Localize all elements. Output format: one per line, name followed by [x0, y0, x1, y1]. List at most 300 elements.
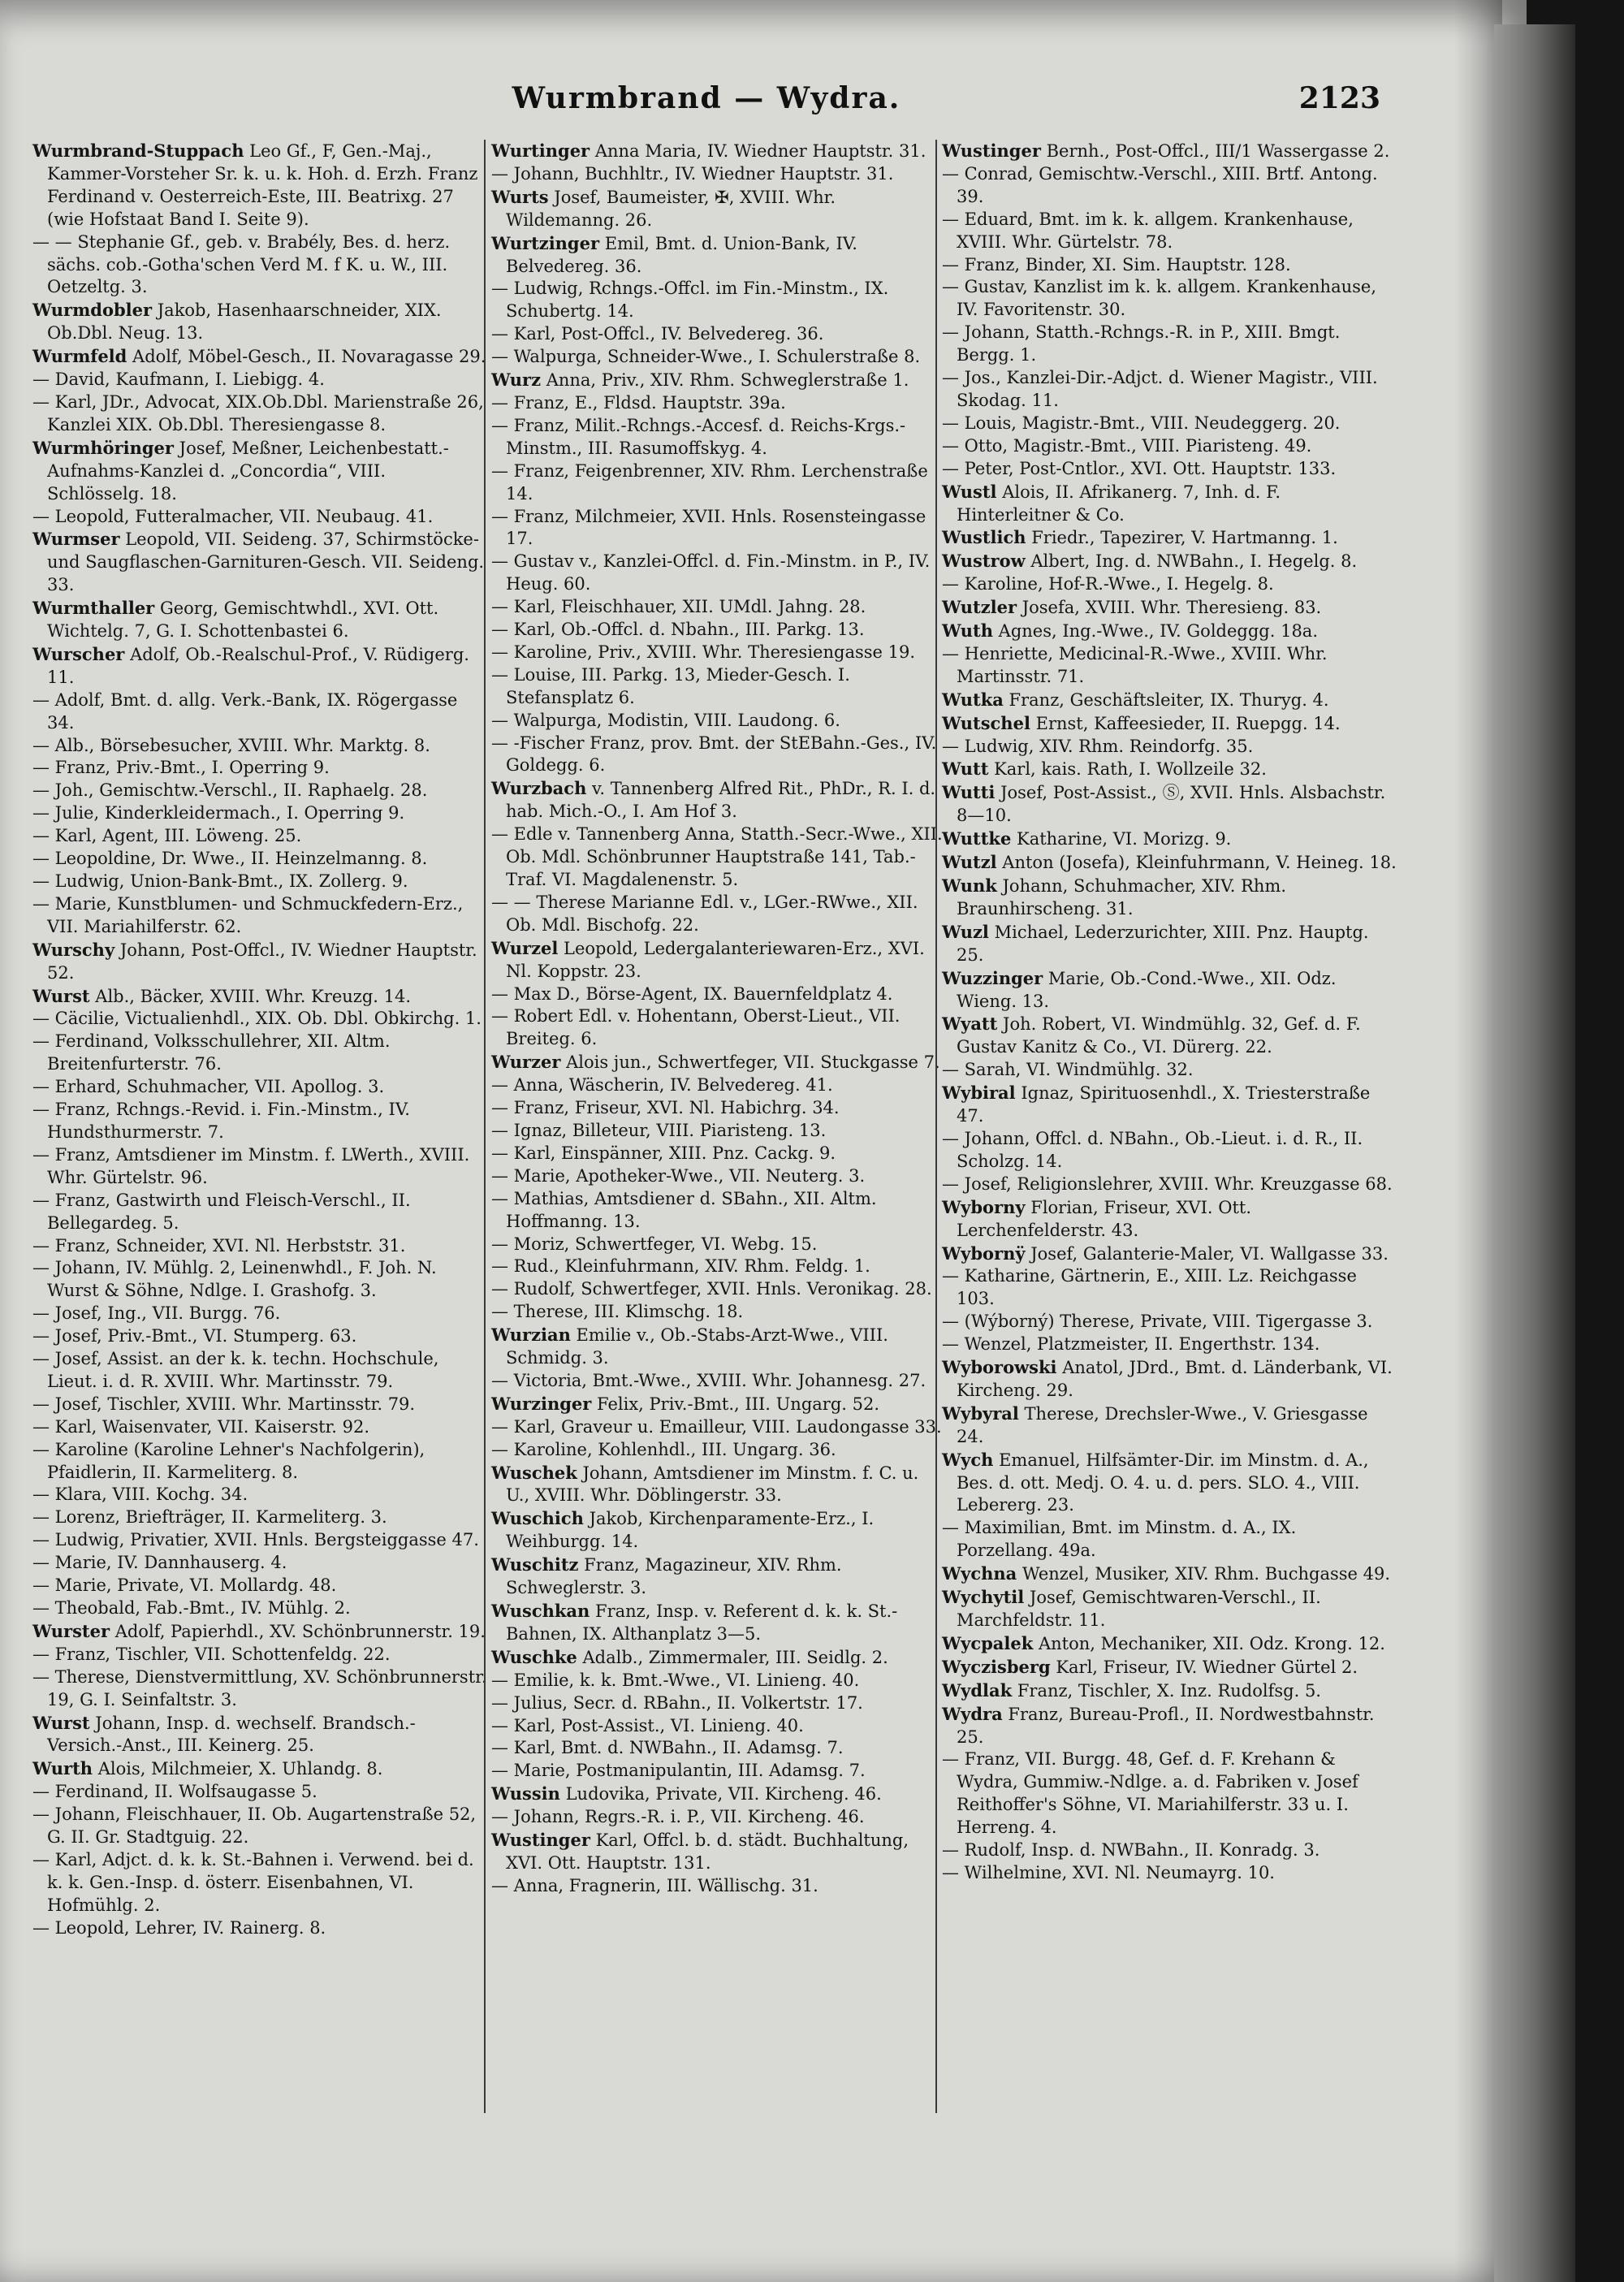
entry-details: — Emilie, k. k. Bmt.-Wwe., VI. Linieng. 40.	[491, 1670, 860, 1690]
entry-details: — Maximilian, Bmt. im Minstm. d. A., IX. Porzellang. 49a.	[942, 1518, 1297, 1561]
entry-details: — Wenzel, Platzmeister, II. Engerthstr. 134.	[942, 1334, 1320, 1355]
entry-details: Therese, Drechsler-Wwe., V. Griesgasse 24.	[957, 1403, 1368, 1446]
directory-entry	[942, 140, 1397, 163]
entry-details: — Josef, Assist. an der k. k. techn. Hochschule, Lieut. i. d. R. XVIII. Whr. Martinsstr. 79.	[32, 1349, 439, 1391]
entry-surname: Wybornÿ	[942, 1243, 1026, 1264]
entry-details: — Jos., Kanzlei-Dir.-Adjct. d. Wiener Magistr., VIII. Skodag. 11.	[942, 368, 1378, 410]
directory-entry	[491, 1324, 946, 1370]
directory-entry	[942, 1656, 1397, 1679]
directory-entry	[942, 435, 1397, 458]
directory-entry	[491, 1256, 946, 1278]
entry-surname: Wychytil	[942, 1587, 1025, 1608]
entry-details: — Klara, VIII. Kochg. 34.	[32, 1485, 248, 1505]
directory-entry	[491, 823, 946, 892]
directory-entry	[32, 1849, 487, 1917]
entry-surname: Wyczisberg	[942, 1656, 1051, 1677]
entry-details: — Franz, Milchmeier, XVII. Hnls. Rosensteingasse 17.	[491, 506, 926, 549]
entry-details: Marie, Ob.-Cond.-Wwe., XII. Odz. Wieng. 13.	[957, 968, 1337, 1011]
directory-entry	[491, 278, 946, 323]
directory-entry	[942, 1333, 1397, 1356]
directory-entry	[32, 391, 487, 437]
directory-entry	[491, 1439, 946, 1462]
entry-surname: Wuschek	[491, 1462, 577, 1483]
entry-details: — Karl, JDr., Advocat, XIX.Ob.Dbl. Marienstraße 26, Kanzlei XIX. Ob.Dbl. Theresiengasse 8.	[32, 391, 484, 434]
entry-details: Johann, Insp. d. wechself. Brandsch.-Versich.-Anst., III. Keinerg. 25.	[47, 1713, 416, 1756]
entry-details: Johann, Post-Offcl., IV. Wiedner Hauptstr. 52.	[47, 940, 477, 983]
directory-entry	[491, 937, 946, 983]
entry-details: — Johann, Statth.-Rchngs.-R. in P., XIII. Bmgt. Bergg. 1.	[942, 322, 1341, 365]
directory-entry	[942, 1243, 1397, 1266]
entry-details: — Katharine, Gärtnerin, E., XIII. Lz. Reichgasse 103.	[942, 1266, 1357, 1309]
entry-details: Katharine, VI. Morizg. 9.	[1017, 829, 1232, 849]
directory-entry	[491, 596, 946, 619]
entry-surname: Wutschel	[942, 712, 1030, 733]
entry-details: — Karl, Post-Offcl., IV. Belvedereg. 36.	[491, 324, 824, 344]
entry-details: — Karl, Graveur u. Emailleur, VIII. Laudongasse 33.	[491, 1416, 942, 1437]
entry-details: Alois, Milchmeier, X. Uhlandg. 8.	[97, 1759, 383, 1779]
entry-details: — Karoline, Hof-R.-Wwe., I. Hegelg. 8.	[942, 574, 1274, 594]
entry-details: Franz, Magazineur, XIV. Rhm. Schweglerstr. 3.	[506, 1555, 842, 1598]
entry-details: — Franz, Amtsdiener im Minstm. f. LWerth., XVIII. Whr. Gürtelstr. 96.	[32, 1144, 470, 1187]
directory-entry	[491, 346, 946, 369]
directory-entry	[942, 736, 1397, 759]
entry-details: — Marie, Postmanipulantin, III. Adamsg. 7.	[491, 1761, 866, 1781]
entry-surname: Wuzzinger	[942, 967, 1043, 988]
entry-surname: Wuschich	[491, 1508, 584, 1529]
directory-entry	[491, 733, 946, 778]
directory-entry	[942, 1356, 1397, 1402]
directory-entry	[942, 163, 1397, 209]
entry-details: Karl, kais. Rath, I. Wollzeile 32.	[994, 759, 1267, 780]
directory-entry	[32, 1099, 487, 1144]
entry-details: — Leopold, Futteralmacher, VII. Neubaug. 41.	[32, 506, 434, 526]
entry-details: Leopold, VII. Seideng. 37, Schirmstöcke- und Saugflaschen-Garnituren-Gesch. VII. Seideng. 33.	[47, 529, 485, 595]
entry-surname: Wurth	[32, 1758, 93, 1779]
directory-entry	[942, 550, 1397, 573]
entry-details: — Max D., Börse-Agent, IX. Bauernfeldplatz 4.	[491, 983, 893, 1004]
directory-entry	[32, 1416, 487, 1439]
directory-entry	[32, 1348, 487, 1394]
entry-surname: Wutzler	[942, 597, 1017, 618]
entry-details: Emilie v., Ob.-Stabs-Arzt-Wwe., VIII. Schmidg. 3.	[506, 1325, 888, 1368]
directory-entry	[32, 1303, 487, 1325]
entry-details: Georg, Gemischtwhdl., XVI. Ott. Wichtelg. 7, G. I. Schottenbastei 6.	[47, 599, 439, 642]
entry-surname: Wydra	[942, 1703, 1003, 1724]
entry-details: Johann, Amtsdiener im Minstm. f. C. u. U., XVIII. Whr. Döblingerstr. 33.	[506, 1463, 919, 1506]
directory-entry	[491, 1370, 946, 1393]
entry-details: Johann, Schuhmacher, XIV. Rhm. Braunhirscheng. 31.	[957, 876, 1286, 918]
directory-entry	[32, 802, 487, 825]
entry-details: — Karoline (Karoline Lehner's Nachfolgerin), Pfaidlerin, II. Karmeliterg. 8.	[32, 1439, 425, 1482]
directory-entry	[942, 458, 1397, 481]
directory-entry	[32, 689, 487, 735]
entry-surname: Wurst	[32, 1712, 90, 1733]
entry-details: Bernh., Post-Offcl., III/1 Wassergasse 2.	[1046, 141, 1390, 161]
directory-entry	[942, 828, 1397, 851]
entry-details: — Otto, Magistr.-Bmt., VIII. Piaristeng. 49.	[942, 435, 1312, 456]
entry-surname: Wustinger	[491, 1830, 590, 1851]
directory-entry	[942, 1402, 1397, 1449]
entry-details: — Henriette, Medicinal-R.-Wwe., XVIII. Whr. Martinsstr. 71.	[942, 643, 1328, 686]
entry-details: Felix, Priv.-Bmt., III. Ungarg. 52.	[597, 1394, 880, 1414]
entry-details: — Karl, Agent, III. Löweng. 25.	[32, 826, 302, 846]
entry-surname: Wydlak	[942, 1679, 1013, 1701]
directory-entry	[942, 1586, 1397, 1632]
directory-entry	[942, 758, 1397, 781]
entry-surname: Wurmthaller	[32, 598, 155, 619]
entry-details: — Moriz, Schwertfeger, VI. Webg. 15.	[491, 1234, 818, 1254]
directory-entry	[942, 851, 1397, 875]
entry-details: — Franz, Priv.-Bmt., I. Operring 9.	[32, 758, 330, 778]
directory-entry	[491, 1507, 946, 1554]
entry-surname: Wuzl	[942, 921, 989, 942]
directory-entry	[32, 1008, 487, 1031]
directory-entry	[942, 209, 1397, 254]
directory-entry	[32, 871, 487, 893]
entry-details: — Josef, Religionslehrer, XVIII. Whr. Kreuzgasse 68.	[942, 1173, 1393, 1194]
directory-entry	[942, 1562, 1397, 1586]
directory-entry	[942, 1173, 1397, 1196]
entry-details: — (Wýborný) Therese, Private, VIII. Tigergasse 3.	[942, 1312, 1373, 1332]
entry-surname: Wutzl	[942, 852, 997, 873]
directory-entry	[491, 642, 946, 664]
entry-details: — Marie, Apotheker-Wwe., VII. Neuterg. 3.	[491, 1165, 866, 1186]
directory-entry	[942, 921, 1397, 967]
entry-details: — Josef, Tischler, XVIII. Whr. Martinsstr. 79.	[32, 1394, 416, 1414]
directory-entry	[942, 967, 1397, 1014]
directory-entry	[32, 140, 487, 231]
entry-details: Franz, Geschäftsleiter, IX. Thuryg. 4.	[1009, 689, 1329, 710]
entry-details: Josef, Meßner, Leichenbestatt.-Aufnahms-Kanzlei d. „Concordia“, VIII. Schlösselg. 18.	[47, 438, 449, 504]
directory-entry	[491, 415, 946, 460]
entry-details: — Johann, Fleischhauer, II. Ob. Augartenstraße 52, G. II. Gr. Stadtguig. 22.	[32, 1804, 477, 1848]
directory-entry	[491, 1737, 946, 1760]
directory-entry	[491, 892, 946, 937]
directory-entry	[32, 757, 487, 780]
directory-entry	[491, 1051, 946, 1074]
entry-details: — Johann, Buchhltr., IV. Wiedner Hauptstr. 31.	[491, 163, 894, 184]
entry-details: — Karoline, Priv., XVIII. Whr. Theresiengasse 19.	[491, 642, 916, 662]
directory-entry	[32, 1257, 487, 1303]
directory-entry	[32, 299, 487, 345]
entry-details: — Sarah, VI. Windmühlg. 32.	[942, 1060, 1194, 1080]
entry-details: — Therese, Dienstvermittlung, XV. Schönbrunnerstr. 19, G. I. Seinfaltstr. 3.	[32, 1666, 487, 1709]
directory-entry	[491, 1393, 946, 1416]
entry-details: — Johann, Regrs.-R. i. P., VII. Kircheng. 46.	[491, 1807, 865, 1827]
directory-entry	[491, 163, 946, 186]
entry-details: — Franz, Gastwirth und Fleisch-Verschl., II. Bellegardeg. 5.	[32, 1190, 411, 1233]
entry-details: — Franz, E., Fldsd. Hauptstr. 39a.	[491, 392, 786, 413]
entry-details: Karl, Offcl. b. d. städt. Buchhaltung, XVI. Ott. Hauptstr. 131.	[506, 1830, 909, 1873]
directory-entry	[942, 1449, 1397, 1518]
entry-details: — Walpurga, Modistin, VIII. Laudong. 6.	[491, 710, 840, 730]
running-head: Wurmbrand — Wydra.	[512, 81, 901, 115]
entry-details: — Ferdinand, Volksschullehrer, XII. Altm. Breitenfurterstr. 76.	[32, 1031, 391, 1074]
directory-entry	[942, 481, 1397, 527]
entry-details: — Lorenz, Briefträger, II. Karmeliterg. 3.	[32, 1507, 387, 1528]
directory-entry	[32, 1484, 487, 1506]
directory-entry	[491, 1301, 946, 1324]
directory-entry	[491, 1278, 946, 1301]
entry-details: — David, Kaufmann, I. Liebigg. 4.	[32, 370, 325, 390]
entry-details: Josef, Baumeister, ✠, XVIII. Whr. Wildemanng. 26.	[506, 187, 836, 230]
entry-details: — Anna, Fragnerin, III. Wällischg. 31.	[491, 1875, 818, 1895]
directory-entry	[491, 1760, 946, 1783]
directory-entry	[32, 528, 487, 597]
column-2	[491, 140, 946, 1898]
entry-surname: Wurscher	[32, 643, 125, 664]
directory-entry	[491, 664, 946, 710]
entry-details: Ignaz, Spirituosenhdl., X. Triesterstraße 47.	[957, 1083, 1371, 1126]
entry-details: Wenzel, Musiker, XIV. Rhm. Buchgasse 49.	[1021, 1564, 1391, 1584]
directory-entry	[491, 1806, 946, 1829]
entry-details: — Rudolf, Schwertfeger, XVII. Hnls. Veronikag. 28.	[491, 1279, 932, 1299]
directory-entry	[32, 939, 487, 985]
entry-surname: Wuth	[942, 620, 993, 642]
entry-details: — Anna, Wäscherin, IV. Belvedereg. 41.	[491, 1075, 833, 1096]
entry-details: — Ludwig, Union-Bank-Bmt., IX. Zollerg. 9.	[32, 871, 408, 891]
directory-entry	[491, 551, 946, 596]
directory-entry	[32, 1235, 487, 1258]
entry-details: — Robert Edl. v. Hohentann, Oberst-Lieut., VII. Breiteg. 6.	[491, 1006, 901, 1049]
entry-details: Albert, Ing. d. NWBahn., I. Hegelg. 8.	[1030, 551, 1358, 572]
column-divider	[935, 140, 937, 2113]
entry-surname: Wuttke	[942, 828, 1012, 849]
entry-details: Friedr., Tapezirer, V. Hartmanng. 1.	[1031, 528, 1338, 548]
entry-surname: Wustl	[942, 481, 997, 502]
directory-entry	[32, 1917, 487, 1940]
directory-entry	[491, 1097, 946, 1120]
directory-entry	[942, 689, 1397, 712]
directory-entry	[491, 140, 946, 163]
entry-details: Josef, Gemischtwaren-Verschl., II. Marchfeldstr. 11.	[957, 1588, 1321, 1630]
entry-details: Michael, Lederzurichter, XIII. Pnz. Hauptg. 25.	[957, 922, 1369, 965]
entry-surname: Wutt	[942, 759, 989, 780]
entry-details: Joh. Robert, VI. Windmühlg. 32, Gef. d. F. Gustav Kanitz & Co., VI. Dürerg. 22.	[957, 1014, 1361, 1057]
entry-surname: Wurzinger	[491, 1393, 592, 1414]
entry-surname: Wurmbrand-Stuppach	[32, 140, 244, 161]
entry-details: — Franz, Feigenbrenner, XIV. Rhm. Lerchenstraße 14.	[491, 460, 928, 504]
directory-entry	[32, 506, 487, 529]
directory-entry	[491, 1715, 946, 1738]
entry-details: Emanuel, Hilfsämter-Dir. im Minstm. d. A., Bes. d. ott. Medj. O. 4. u. d. pers. SLO. 4., VIII. Lebererg. 23.	[957, 1450, 1369, 1515]
entry-details: — Ignaz, Billeteur, VIII. Piaristeng. 13.	[491, 1120, 827, 1140]
directory-entry	[32, 1781, 487, 1804]
directory-entry	[32, 1031, 487, 1076]
entry-details: — Louise, III. Parkg. 13, Mieder-Gesch. I. Stefansplatz 6.	[491, 664, 850, 707]
entry-details: — Cäcilie, Victualienhdl., XIX. Ob. Dbl. Obkirchg. 1.	[32, 1009, 482, 1029]
directory-entry	[942, 712, 1397, 736]
entry-details: — Franz, Friseur, XVI. Nl. Habichrg. 34.	[491, 1098, 840, 1118]
entry-details: Ludovika, Private, VII. Kircheng. 46.	[565, 1784, 882, 1804]
directory-entry	[942, 1839, 1397, 1862]
entry-surname: Wybiral	[942, 1083, 1016, 1104]
directory-entry	[942, 367, 1397, 413]
directory-entry	[942, 1748, 1397, 1839]
directory-entry	[32, 1597, 487, 1620]
directory-entry	[942, 573, 1397, 596]
entry-details: — Leopoldine, Dr. Wwe., II. Heinzelmanng. 8.	[32, 849, 428, 869]
directory-entry	[491, 1462, 946, 1508]
directory-entry	[32, 1620, 487, 1644]
directory-entry	[491, 506, 946, 551]
entry-details: Franz, Tischler, X. Inz. Rudolfsg. 5.	[1017, 1680, 1321, 1701]
directory-entry	[491, 1005, 946, 1051]
entry-details: — Alb., Börsebesucher, XVIII. Whr. Marktg. 8.	[32, 735, 430, 755]
entry-details: — Josef, Ing., VII. Burgg. 76.	[32, 1303, 281, 1324]
directory-entry	[32, 231, 487, 300]
entry-details: — Theobald, Fab.-Bmt., IV. Mühlg. 2.	[32, 1598, 351, 1618]
column-3	[942, 140, 1397, 1885]
entry-details: — Gustav v., Kanzlei-Offcl. d. Fin.-Minstm. in P., IV. Heug. 60.	[491, 551, 931, 594]
directory-entry	[32, 1439, 487, 1485]
entry-details: Anatol, JDrd., Bmt. d. Länderbank, VI. Kircheng. 29.	[957, 1358, 1393, 1400]
entry-surname: Wuschke	[491, 1646, 577, 1667]
entry-surname: Wyatt	[942, 1014, 998, 1035]
entry-details: — Adolf, Bmt. d. allg. Verk.-Bank, IX. Rögergasse 34.	[32, 689, 458, 733]
column-divider	[484, 140, 486, 2113]
entry-details: Adolf, Möbel-Gesch., II. Novaragasse 29.	[132, 347, 486, 367]
directory-entry	[491, 460, 946, 506]
directory-entry	[32, 1757, 487, 1781]
directory-entry	[942, 1311, 1397, 1333]
entry-details: — Ludwig, Privatier, XVII. Hnls. Bergsteiggasse 47.	[32, 1530, 479, 1550]
entry-surname: Wych	[942, 1449, 994, 1470]
column-1	[32, 140, 487, 1940]
entry-details: Josef, Post-Assist., Ⓢ, XVII. Hnls. Alsbachstr. 8—10.	[957, 783, 1386, 826]
entry-surname: Wutka	[942, 689, 1004, 710]
directory-entry	[491, 1188, 946, 1234]
directory-entry	[491, 619, 946, 642]
entry-details: — Johann, IV. Mühlg. 2, Leinenwhdl., F. Joh. N. Wurst & Söhne, Ndlge. I. Grashofg. 3.	[32, 1258, 437, 1301]
entry-details: Anton (Josefa), Kleinfuhrmann, V. Heineg. 18.	[1002, 853, 1397, 873]
entry-surname: Wurzer	[491, 1052, 561, 1073]
entry-details: Adolf, Papierhdl., XV. Schönbrunnerstr. 19.	[114, 1621, 486, 1641]
entry-surname: Wurz	[491, 370, 541, 391]
entry-details: — — Therese Marianne Edl. v., LGer.-RWwe., XII. Ob. Mdl. Bischofg. 22.	[491, 892, 918, 935]
directory-entry	[942, 1679, 1397, 1703]
entry-surname: Wurmdobler	[32, 300, 153, 321]
directory-entry	[491, 323, 946, 346]
directory-entry	[32, 1666, 487, 1712]
directory-entry	[32, 1325, 487, 1348]
entry-surname: Wustinger	[942, 140, 1041, 161]
entry-surname: Wyborny	[942, 1196, 1026, 1217]
entry-surname: Wurster	[32, 1620, 110, 1641]
directory-entry	[491, 1783, 946, 1806]
entry-details: Alois jun., Schwertfeger, VII. Stuckgasse 7.	[566, 1052, 940, 1073]
directory-entry	[942, 620, 1397, 643]
directory-entry	[491, 1416, 946, 1439]
directory-entry	[32, 1644, 487, 1666]
directory-entry	[942, 526, 1397, 550]
entry-details: Anna Maria, IV. Wiedner Hauptstr. 31.	[594, 141, 926, 161]
entry-details: — Franz, Milit.-Rchngs.-Accesf. d. Reichs-Krgs.-Minstm., III. Rasumoffskyg. 4.	[491, 415, 906, 458]
entry-details: — Ludwig, XIV. Rhm. Reindorfg. 35.	[942, 736, 1254, 756]
directory-entry	[491, 1074, 946, 1097]
entry-surname: Wustlich	[942, 527, 1026, 548]
directory-entry	[32, 848, 487, 871]
entry-details: — — Stephanie Gf., geb. v. Brabély, Bes. d. herz. sächs. cob.-Gotha'schen Verd M. f K. u. W., III. Oetzeltg. 3.	[32, 231, 451, 297]
directory-entry	[32, 1506, 487, 1529]
entry-details: — Victoria, Bmt.-Wwe., XVIII. Whr. Johannesg. 27.	[491, 1370, 926, 1390]
entry-details: Ernst, Kaffeesieder, II. Ruepgg. 14.	[1035, 713, 1341, 733]
directory-entry	[491, 1829, 946, 1875]
entry-surname: Wussin	[491, 1783, 560, 1804]
directory-entry	[491, 1646, 946, 1670]
directory-entry	[491, 1600, 946, 1646]
entry-surname: Wuschitz	[491, 1554, 579, 1575]
entry-details: Karl, Friseur, IV. Wiedner Gürtel 2.	[1056, 1657, 1358, 1677]
entry-details: — Therese, III. Klimschg. 18.	[491, 1302, 744, 1322]
entry-details: — Karl, Waisenvater, VII. Kaiserstr. 92.	[32, 1416, 370, 1437]
entry-details: — Karoline, Kohlenhdl., III. Ungarg. 36.	[491, 1439, 836, 1459]
entry-surname: Wurst	[32, 985, 90, 1006]
directory-entry	[491, 186, 946, 232]
entry-details: — Rud., Kleinfuhrmann, XIV. Rhm. Feldg. 1.	[491, 1256, 870, 1277]
entry-surname: Wunk	[942, 875, 997, 896]
entry-details: Anna, Priv., XIV. Rhm. Schweglerstraße 1.	[546, 370, 909, 391]
directory-entry	[32, 1076, 487, 1099]
entry-details: — Josef, Priv.-Bmt., VI. Stumperg. 63.	[32, 1326, 357, 1346]
entry-details: Emil, Bmt. d. Union-Bank, IV. Belvedereg. 36.	[506, 233, 857, 276]
entry-details: — Julius, Secr. d. RBahn., II. Volkertstr. 17.	[491, 1692, 863, 1713]
directory-entry	[32, 735, 487, 758]
directory-entry	[942, 1128, 1397, 1173]
entry-details: — Wilhelmine, XVI. Nl. Neumayrg. 10.	[942, 1862, 1275, 1882]
entry-details: Alois, II. Afrikanerg. 7, Inh. d. F. Hinterleitner & Co.	[957, 482, 1281, 525]
entry-details: — Johann, Offcl. d. NBahn., Ob.-Lieut. i. d. R., II. Scholzg. 14.	[942, 1128, 1363, 1171]
directory-entry	[491, 1875, 946, 1898]
directory-entry	[942, 1265, 1397, 1311]
entry-details: Leo Gf., F, Gen.-Maj., Kammer-Vorsteher Sr. k. u. k. Hoh. d. Erzh. Franz Ferdinand v. Oesterreich-Este, III. Beatrixg. 27 (wie Hofstaat Band I. Seite 9).	[47, 141, 478, 229]
entry-details: — Louis, Magistr.-Bmt., VIII. Neudeggerg. 20.	[942, 413, 1341, 433]
directory-entry	[942, 1196, 1397, 1243]
entry-details: — Leopold, Lehrer, IV. Rainerg. 8.	[32, 1917, 326, 1938]
directory-entry	[32, 369, 487, 391]
page-edge	[1494, 24, 1575, 2282]
directory-entry	[491, 1143, 946, 1165]
entry-surname: Wychna	[942, 1563, 1017, 1584]
directory-entry	[491, 392, 946, 415]
entry-details: — Karl, Ob.-Offcl. d. Nbahn., III. Parkg. 13.	[491, 620, 865, 640]
directory-entry	[32, 1394, 487, 1416]
entry-surname: Wurzbach	[491, 778, 587, 799]
entry-surname: Wurzel	[491, 937, 559, 958]
directory-entry	[942, 781, 1397, 828]
directory-entry	[942, 276, 1397, 322]
entry-details: Agnes, Ing.-Wwe., IV. Goldeggg. 18a.	[998, 621, 1319, 642]
directory-entry	[942, 413, 1397, 435]
entry-details: Jakob, Kirchenparamente-Erz., I. Weihburgg. 14.	[506, 1509, 875, 1552]
entry-details: — Franz, Schneider, XVI. Nl. Herbststr. 31.	[32, 1235, 406, 1256]
entry-details: — Julie, Kinderkleidermach., I. Operring 9.	[32, 803, 405, 823]
entry-surname: Wurts	[491, 186, 549, 207]
entry-details: — Marie, IV. Dannhauserg. 4.	[32, 1553, 287, 1573]
entry-details: — Karl, Post-Assist., VI. Linieng. 40.	[491, 1715, 804, 1735]
entry-details: Josefa, XVIII. Whr. Theresieng. 83.	[1021, 598, 1322, 618]
entry-details: — Franz, Tischler, VII. Schottenfeldg. 22.	[32, 1644, 391, 1664]
directory-entry	[942, 1082, 1397, 1128]
entry-details: — Joh., Gemischtw.-Verschl., II. Raphaelg. 28.	[32, 780, 428, 801]
entry-details: Florian, Friseur, XVI. Ott. Lerchenfelderstr. 43.	[957, 1197, 1251, 1240]
entry-details: — Ludwig, Rchngs.-Offcl. im Fin.-Minstm., IX. Schubertg. 14.	[491, 279, 889, 322]
directory-entry	[32, 1552, 487, 1575]
directory-entry	[32, 1575, 487, 1597]
directory-entry	[942, 875, 1397, 921]
entry-details: — Karl, Adjct. d. k. k. St.-Bahnen i. Verwend. bei d. k. k. Gen.-Insp. d. österr. Eisenbahnen, VI. Hofmühlg. 2.	[32, 1849, 474, 1915]
entry-surname: Wustrow	[942, 551, 1026, 572]
